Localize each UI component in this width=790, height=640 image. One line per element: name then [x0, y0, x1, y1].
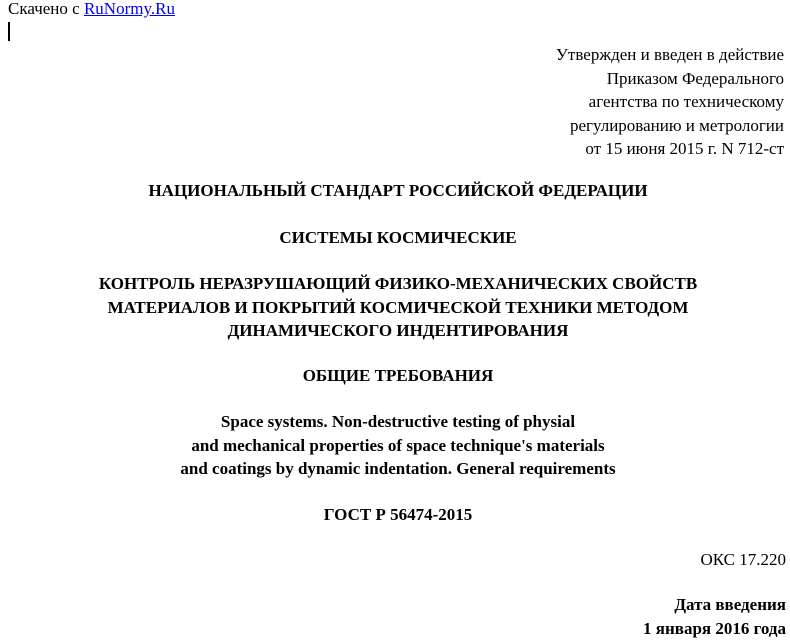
- effective-date-value: 1 января 2016 года: [643, 618, 786, 638]
- main-title-line: ДИНАМИЧЕСКОГО ИНДЕНТИРОВАНИЯ: [227, 321, 569, 340]
- text-cursor: [8, 22, 10, 41]
- download-source-line: [8, 0, 175, 19]
- approval-line: от 15 июня 2015 г. N 712-ст: [585, 139, 784, 158]
- effective-date: [643, 593, 786, 640]
- main-title-line: КОНТРОЛЬ НЕРАЗРУШАЮЩИЙ ФИЗИКО-МЕХАНИЧЕСКИХ СВОЙСТВ: [98, 274, 698, 293]
- download-prefix: Скачено с: [8, 0, 84, 18]
- systems-title: СИСТЕМЫ КОСМИЧЕСКИЕ: [279, 228, 517, 247]
- gost-number: ГОСТ Р 56474-2015: [323, 505, 473, 524]
- oks-code: ОКС 17.220: [700, 550, 786, 569]
- approval-line: Приказом Федерального: [606, 68, 784, 88]
- main-title: [0, 272, 790, 343]
- approval-line: Утвержден и введен в действие: [555, 45, 784, 64]
- english-title-line: and mechanical properties of space technique's materials: [191, 435, 605, 455]
- english-title-line: Space systems. Non-destructive testing of physial: [220, 412, 576, 431]
- runormy-link[interactable]: RuNormy.Ru: [83, 0, 175, 18]
- effective-date-label: Дата введения: [674, 595, 786, 614]
- standard-header: НАЦИОНАЛЬНЫЙ СТАНДАРТ РОССИЙСКОЙ ФЕДЕРАЦИИ: [148, 181, 648, 200]
- approval-line: регулированию и метрологии: [569, 115, 784, 135]
- main-title-line: МАТЕРИАЛОВ И ПОКРЫТИЙ КОСМИЧЕСКОЙ ТЕХНИКИ МЕТОДОМ: [107, 297, 689, 317]
- general-requirements-title: ОБЩИЕ ТРЕБОВАНИЯ: [302, 366, 494, 385]
- english-title-line: and coatings by dynamic indentation. General requirements: [180, 459, 616, 478]
- english-title: [0, 410, 790, 481]
- approval-line: агентства по техническому: [588, 92, 784, 111]
- approval-statement: [556, 43, 784, 161]
